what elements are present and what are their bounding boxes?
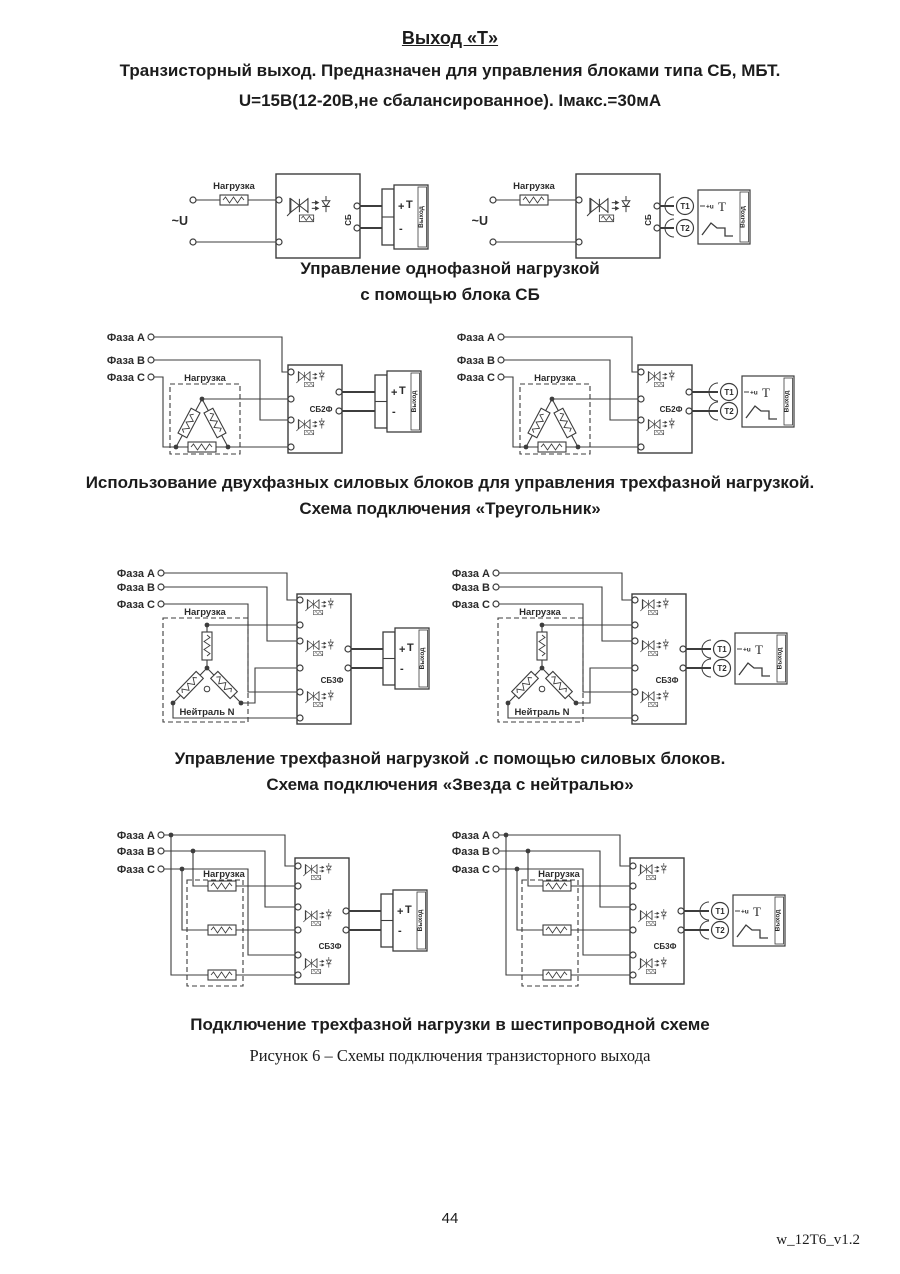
wire [154, 337, 288, 372]
diagram-label: Фаза А [451, 830, 490, 842]
terminal-circle [158, 866, 164, 872]
terminal-circle [190, 239, 196, 245]
junction-dot [524, 445, 529, 450]
diagram-label: СБ3Ф [655, 676, 679, 685]
terminal-circle [678, 908, 684, 914]
terminal-circle [490, 197, 496, 203]
diagram-delta-terminal [75, 320, 427, 475]
wire [154, 360, 288, 420]
terminal-circle [654, 225, 660, 231]
caption-star [0, 746, 900, 798]
diagram-label: Выход [419, 647, 426, 670]
circuit-diagram [148, 158, 448, 268]
output-terminal-block [375, 371, 421, 432]
terminal-circle [336, 389, 342, 395]
caption-line: Использование двухфазных силовых блоков для управления трехфазной нагрузкой. [85, 473, 815, 492]
diagram-star-terminal [85, 552, 435, 747]
resistor [188, 442, 216, 452]
diagram-label: СБ [644, 214, 653, 226]
terminal-circle [288, 396, 294, 402]
diagram-label: Фаза С [456, 372, 495, 384]
diagram-label: СБ3Ф [653, 942, 677, 951]
terminal-circle [297, 597, 303, 603]
diagram-label: Выход [411, 390, 418, 413]
diagram-label: Выход [417, 909, 424, 932]
diagram-label: Фаза С [451, 599, 490, 611]
resistor [208, 970, 236, 980]
circuit-diagram [420, 552, 795, 742]
terminal-circle [632, 597, 638, 603]
caption-sixwire: Подключение трехфазной нагрузки в шестипроводной схеме [190, 1015, 710, 1034]
terminal-circle [680, 646, 686, 652]
terminal-circle [498, 374, 504, 380]
wire [171, 835, 208, 975]
diagram-label: Нагрузка [534, 373, 576, 384]
terminal-circle [630, 972, 636, 978]
terminal-circle [632, 638, 638, 644]
circuit-diagram [448, 158, 758, 268]
junction-dot [540, 666, 545, 671]
junction-dot [526, 849, 531, 854]
diagram-sixwire-transistor [420, 818, 795, 1013]
diagram-label: СБ2Ф [309, 405, 333, 414]
wire [576, 668, 632, 703]
diagram-label: T [405, 904, 412, 916]
caption-line: Управление однофазной нагрузкой [300, 259, 600, 278]
diagram-label: +u [741, 908, 749, 916]
terminal-circle [190, 197, 196, 203]
circuit-diagram [420, 818, 795, 1008]
diagram-label: - [399, 223, 403, 235]
diagram-label: Фаза А [451, 568, 490, 580]
terminal-circle [498, 334, 504, 340]
terminal-circle [295, 952, 301, 958]
transistor-output-block [702, 633, 787, 684]
resistor [204, 408, 226, 437]
diagram-label: Фаза А [456, 332, 495, 344]
diagram-label: ~U [171, 214, 188, 228]
terminal-circle [630, 904, 636, 910]
terminal-circle [678, 927, 684, 933]
terminal-circle [295, 972, 301, 978]
terminal-circle [288, 417, 294, 423]
diagram-label: Фаза А [106, 332, 145, 344]
resistor [546, 671, 573, 698]
resistor [208, 881, 236, 891]
terminal-circle [288, 444, 294, 450]
terminal-circle [295, 883, 301, 889]
resistor [537, 632, 547, 660]
terminal-circle [490, 239, 496, 245]
header-line-2: U=15В(12-20В,не сбалансированное). Iмакс.=30мА [238, 91, 662, 110]
wire [504, 337, 638, 372]
terminal-circle [354, 203, 360, 209]
terminal-circle [630, 863, 636, 869]
caption-line: Схема подключения «Звезда с нейтралью» [266, 775, 634, 794]
caption-single-phase [0, 256, 900, 308]
terminal-circle [295, 904, 301, 910]
transistor-output-block [665, 190, 750, 244]
terminal-circle [630, 883, 636, 889]
header-line-1: Транзисторный выход. Предназначен для управления блоками типа СБ, МБТ. [119, 61, 781, 80]
resistor [543, 970, 571, 980]
diagram-label: Нагрузка [538, 869, 580, 880]
diagram-label: T [755, 642, 763, 657]
terminal-circle [576, 239, 582, 245]
diagram-label: +u [706, 203, 714, 211]
resistor [177, 671, 204, 698]
terminal-circle [276, 239, 282, 245]
caption-delta [0, 470, 900, 522]
diagram-label: Нагрузка [184, 373, 226, 384]
diagram-delta-transistor [425, 320, 800, 475]
terminal-circle [630, 927, 636, 933]
terminal-circle [148, 374, 154, 380]
diagram-label: Нагрузка [203, 869, 245, 880]
circuit-diagram [85, 818, 435, 1008]
diagram-label: Выход [418, 206, 425, 228]
terminal-circle [632, 622, 638, 628]
terminal-circle [288, 369, 294, 375]
diagram-label: Фаза С [116, 864, 155, 876]
figure-caption: Рисунок 6 – Схемы подключения транзисторного выхода [249, 1046, 651, 1065]
resistor [208, 925, 236, 935]
terminal-circle [632, 665, 638, 671]
diagram-label: Т1 [715, 907, 725, 916]
page-number: 44 [441, 1210, 459, 1227]
terminal-circle [630, 952, 636, 958]
terminal-circle [498, 357, 504, 363]
wire [506, 835, 543, 975]
diagram-label: T [399, 385, 406, 397]
diagram-label: Фаза А [116, 568, 155, 580]
junction-dot [169, 833, 174, 838]
wire [504, 377, 526, 447]
terminal-circle [343, 927, 349, 933]
diagram-label: Выход [776, 647, 784, 670]
terminal-circle [638, 444, 644, 450]
diagram-label: + [399, 644, 406, 656]
caption-line: Схема подключения «Треугольник» [299, 499, 601, 518]
diagram-label: ~U [471, 214, 488, 228]
terminal-circle [336, 408, 342, 414]
diagram-label: Т1 [724, 388, 734, 397]
diagram-label: T [407, 642, 414, 654]
caption-line: Управление трехфазной нагрузкой .с помощью силовых блоков. [174, 749, 726, 768]
terminal-circle [158, 601, 164, 607]
diagram-label: Нагрузка [184, 607, 226, 618]
diagram-label: Т2 [715, 926, 725, 935]
neutral-terminal [204, 686, 210, 692]
terminal-circle [148, 334, 154, 340]
diagram-label: Выход [739, 206, 747, 228]
neutral-terminal [539, 686, 545, 692]
diagram-label: Нейтраль N [514, 707, 570, 718]
terminal-circle [148, 357, 154, 363]
diagram-label: Нагрузка [519, 607, 561, 618]
resistor [178, 408, 200, 437]
diagram-label: Фаза В [116, 582, 155, 594]
resistor [538, 442, 566, 452]
terminal-circle [295, 863, 301, 869]
diagram-label: Фаза В [451, 582, 490, 594]
terminal-circle [158, 848, 164, 854]
diagram-label: СБ [344, 214, 353, 226]
diagram-label: + [397, 906, 404, 918]
terminal-circle [493, 832, 499, 838]
terminal-circle [632, 715, 638, 721]
terminal-circle [686, 408, 692, 414]
diagram-label: Т2 [717, 664, 727, 673]
diagram-label: Фаза С [116, 599, 155, 611]
diagram-label: Т1 [717, 645, 727, 654]
terminal-circle [493, 584, 499, 590]
resistor [520, 195, 548, 205]
circuit-diagram [85, 552, 435, 742]
resistor [543, 925, 571, 935]
terminal-circle [576, 197, 582, 203]
wire [241, 668, 297, 703]
diagram-label: Фаза С [106, 372, 145, 384]
diagram-label: Выход [783, 390, 791, 413]
terminal-circle [297, 622, 303, 628]
output-terminal-block [382, 185, 428, 249]
terminal-circle [158, 832, 164, 838]
diagram-label: Нагрузка [213, 181, 255, 192]
diagram-label: Фаза В [116, 846, 155, 858]
diagram-label: - [400, 663, 404, 675]
junction-dot [180, 867, 185, 872]
junction-dot [191, 849, 196, 854]
diagram-label: Фаза В [106, 355, 145, 367]
diagram-label: - [392, 406, 396, 418]
wire [154, 377, 176, 447]
terminal-circle [297, 689, 303, 695]
diagram-label: Т2 [724, 407, 734, 416]
terminal-circle [638, 396, 644, 402]
diagram-label: T [406, 199, 413, 211]
junction-dot [205, 666, 210, 671]
diagram-label: +u [743, 646, 751, 654]
terminal-circle [638, 369, 644, 375]
terminal-circle [493, 866, 499, 872]
diagram-label: Фаза А [116, 830, 155, 842]
wire [504, 360, 638, 420]
caption-line: с помощью блока СБ [360, 285, 540, 304]
terminal-circle [276, 197, 282, 203]
terminal-circle [297, 665, 303, 671]
terminal-circle [297, 638, 303, 644]
diagram-label: +u [750, 389, 758, 397]
diagram-label: Выход [774, 909, 782, 932]
diagram-sixwire-terminal [85, 818, 435, 1013]
diagram-label: Т1 [680, 202, 690, 211]
terminal-circle [638, 417, 644, 423]
transistor-output-block [709, 376, 794, 427]
diagram-label: T [762, 385, 770, 400]
resistor [554, 408, 576, 437]
terminal-circle [493, 570, 499, 576]
resistor [512, 671, 539, 698]
resistor [528, 408, 550, 437]
diagram-label: Т2 [680, 224, 690, 233]
terminal-circle [158, 584, 164, 590]
terminal-circle [654, 203, 660, 209]
terminal-circle [686, 389, 692, 395]
terminal-circle [493, 848, 499, 854]
junction-dot [174, 445, 179, 450]
diagram-label: Фаза С [451, 864, 490, 876]
diagram-label: Нагрузка [513, 181, 555, 192]
diagram-label: СБ2Ф [659, 405, 683, 414]
diagram-label: Фаза В [456, 355, 495, 367]
terminal-circle [295, 927, 301, 933]
terminal-circle [345, 646, 351, 652]
circuit-diagram [425, 320, 800, 470]
junction-dot [515, 867, 520, 872]
diagram-label: + [398, 201, 405, 213]
diagram-label: - [398, 925, 402, 937]
page-title: Выход «Т» [401, 28, 499, 48]
resistor [220, 195, 248, 205]
diagram-label: Нейтраль N [179, 707, 235, 718]
diagram-label: СБ3Ф [320, 676, 344, 685]
circuit-diagram [75, 320, 427, 470]
terminal-circle [493, 601, 499, 607]
terminal-circle [354, 225, 360, 231]
terminal-circle [632, 689, 638, 695]
terminal-circle [345, 665, 351, 671]
diagram-label: СБ3Ф [318, 942, 342, 951]
junction-dot [504, 833, 509, 838]
resistor [211, 671, 238, 698]
diagram-star-transistor [420, 552, 795, 747]
terminal-circle [158, 570, 164, 576]
resistor [202, 632, 212, 660]
diagram-label: Фаза В [451, 846, 490, 858]
resistor [543, 881, 571, 891]
diagram-label: T [718, 199, 726, 214]
doc-version: w_12T6_v1.2 [776, 1232, 860, 1248]
terminal-circle [343, 908, 349, 914]
diagram-label: T [753, 904, 761, 919]
terminal-circle [297, 715, 303, 721]
diagram-label: + [391, 387, 398, 399]
terminal-circle [680, 665, 686, 671]
transistor-output-block [700, 895, 785, 946]
